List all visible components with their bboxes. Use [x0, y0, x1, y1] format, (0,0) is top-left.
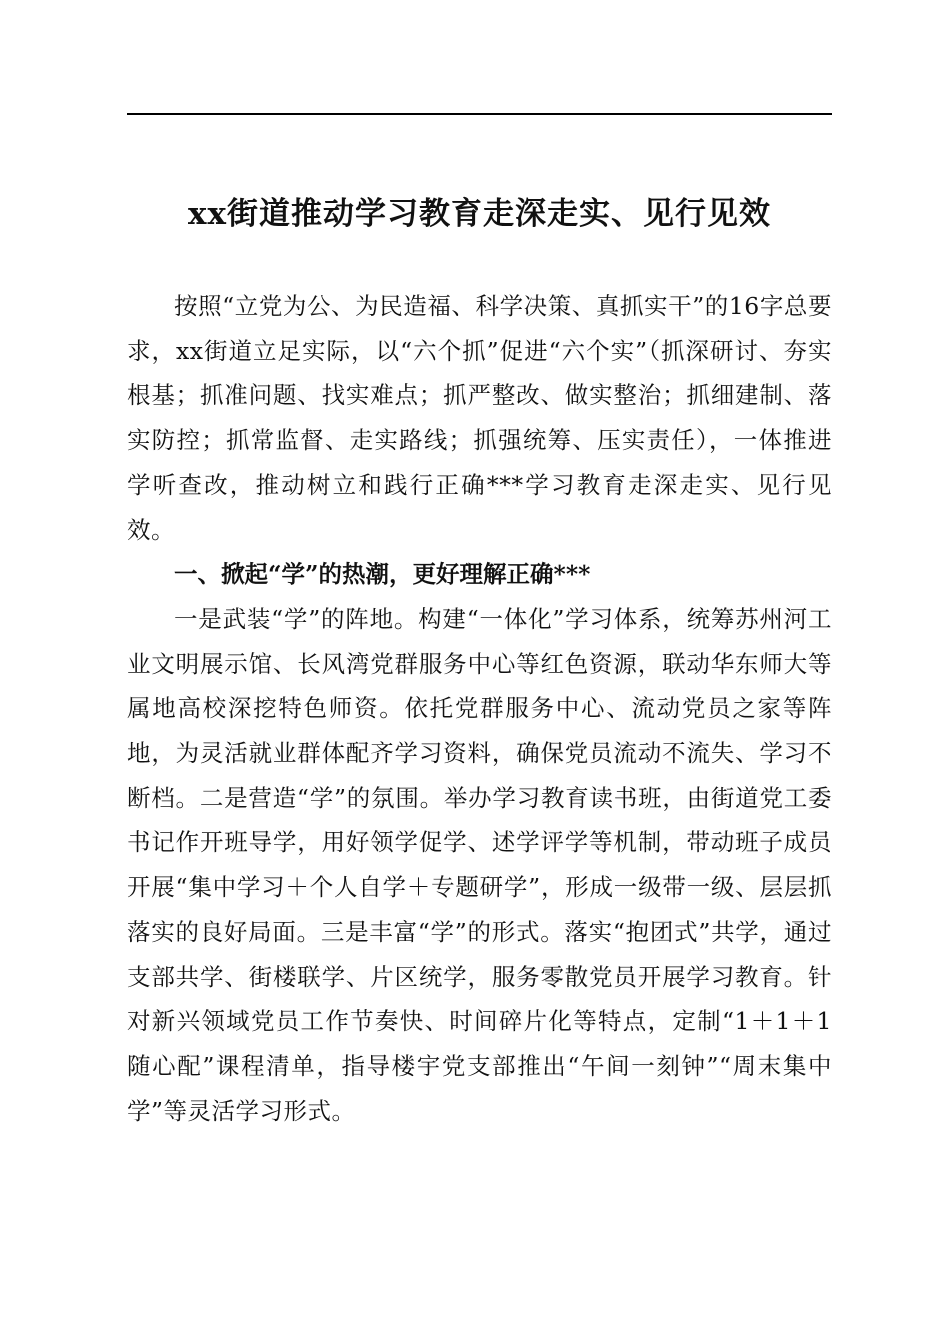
intro-paragraph: 按照“立党为公、为民造福、科学决策、真抓实干”的16字总要求，xx街道立足实际，以“六个抓”促进“六个实”（抓深研讨、夯实根基；抓准问题、找实难点；抓严整改、做实整治；抓细建制、落实防控；抓常监督、走实路线；抓强统筹、压实责任），一体推进学听查改，推动树立和践行正确***学习教育走深走实、见行见效。 — [127, 292, 832, 544]
header-rule — [127, 113, 832, 115]
document-title: xx街道推动学习教育走深走实、见行见效 — [188, 196, 771, 232]
section-1-paragraph: 一是武装“学”的阵地。构建“一体化”学习体系，统筹苏州河工业文明展示馆、长风湾党群服务中心等红色资源，联动华东师大等属地高校深挖特色师资。依托党群服务中心、流动党员之家等阵地，为灵活就业群体配齐学习资料，确保党员流动不流失、学习不断档。二是营造“学”的氛围。举办学习教育读书班，由街道党工委书记作开班导学，用好领学促学、述学评学等机制，带动班子成员开展“集中学习＋个人自学＋专题研学”，形成一级带一级、层层抓落实的良好局面。三是丰富“学”的形式。落实“抱团式”共学，通过支部共学、街楼联学、片区统学，服务零散党员开展学习教育。针对新兴领域党员工作节奏快、时间碎片化等特点，定制“1＋1＋1随心配”课程清单，指导楼宇党支部推出“午间一刻钟”“周末集中学”等灵活学习形式。 — [127, 604, 832, 1125]
section-heading-1: 一、掀起“学”的热潮，更好理解正确*** — [174, 560, 591, 589]
document-body — [127, 284, 832, 1133]
